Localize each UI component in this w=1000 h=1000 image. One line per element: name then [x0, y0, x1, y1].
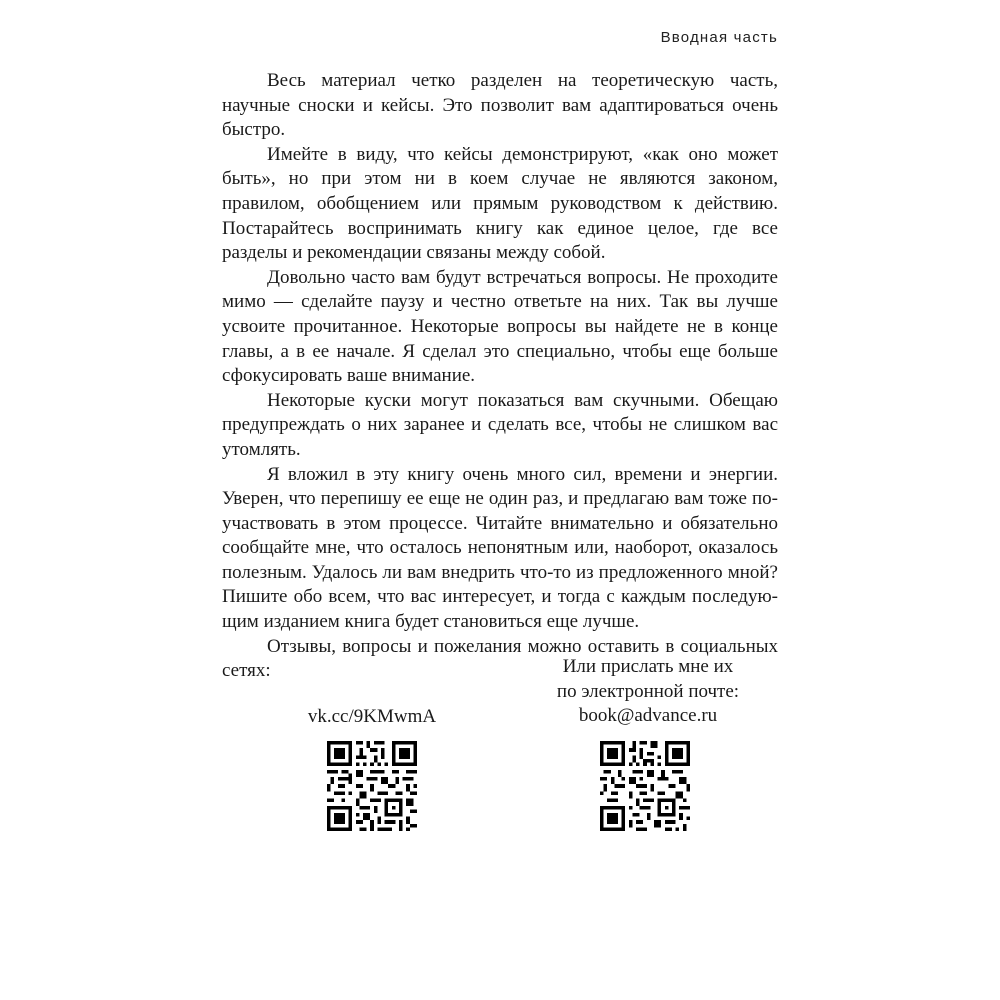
paragraph-structure: Весь материал четко разделен на теоретическую часть, научные сноски и кейсы. Это позволит вам адаптироваться очень быстро.: [222, 70, 778, 141]
paragraph-feedback: Я вложил в эту книгу очень много сил, времени и энергии. Уверен, что перепишу ее еще не один раз, и предлагаю вам тоже поучаствовать в этом процессе. Читайте внимательно и обязательно сообщайте мне, что осталось непонятным или, наоборот, оказалось полезным. Удалось ли вам внедрить что-то из предложенного мной? Пишите обо всем, что вас интересует, и тогда с каждым последующим изданием книга будет становиться еще лучше.: [222, 463, 778, 633]
email-address[interactable]: book@advance.ru: [578, 705, 718, 727]
paragraph-questions: Довольно часто вам будут встречаться вопросы. Не проходите мимо — сделайте паузу и честно ответьте на них. Так вы лучше усвоите прочитанное. Некоторые вопросы вы найдете не в конце главы, а в ее начале. Я сделал это специально, чтобы еще больше сфокусировать ваше внимание.: [222, 266, 778, 387]
email-intro-line-2: по электронной почте:: [556, 680, 740, 702]
paragraph-boring-parts: Некоторые куски могут показаться вам скучными. Обещаю предупреждать о них заранее и сделать все, чтобы не слишком вас утомлять.: [222, 389, 778, 460]
qr-code-icon: [600, 741, 690, 831]
email-contact-block: [498, 655, 798, 729]
running-header: Вводная часть: [660, 29, 778, 46]
social-contact-block: [222, 705, 522, 730]
body-text: [222, 69, 778, 684]
social-link[interactable]: vk.cc/9KMwmA: [307, 706, 437, 727]
paragraph-social: Отзывы, вопросы и пожелания можно оставить в социальных сетях:: [222, 635, 778, 682]
qr-code-icon: [327, 741, 417, 831]
email-intro-line-1: Или прислать мне их: [562, 656, 734, 677]
email-qr-code-icon[interactable]: [600, 741, 690, 831]
paragraph-cases: Имейте в виду, что кейсы демонстрируют, «как оно может быть», но при этом ни в коем случае не являются законом, правилом, обобщением или прямым руководством к действию. Постарайтесь воспринимать книгу как единое целое, где все разделы и рекомендации связаны между собой.: [222, 143, 778, 264]
vk-qr-code-icon[interactable]: [327, 741, 417, 831]
